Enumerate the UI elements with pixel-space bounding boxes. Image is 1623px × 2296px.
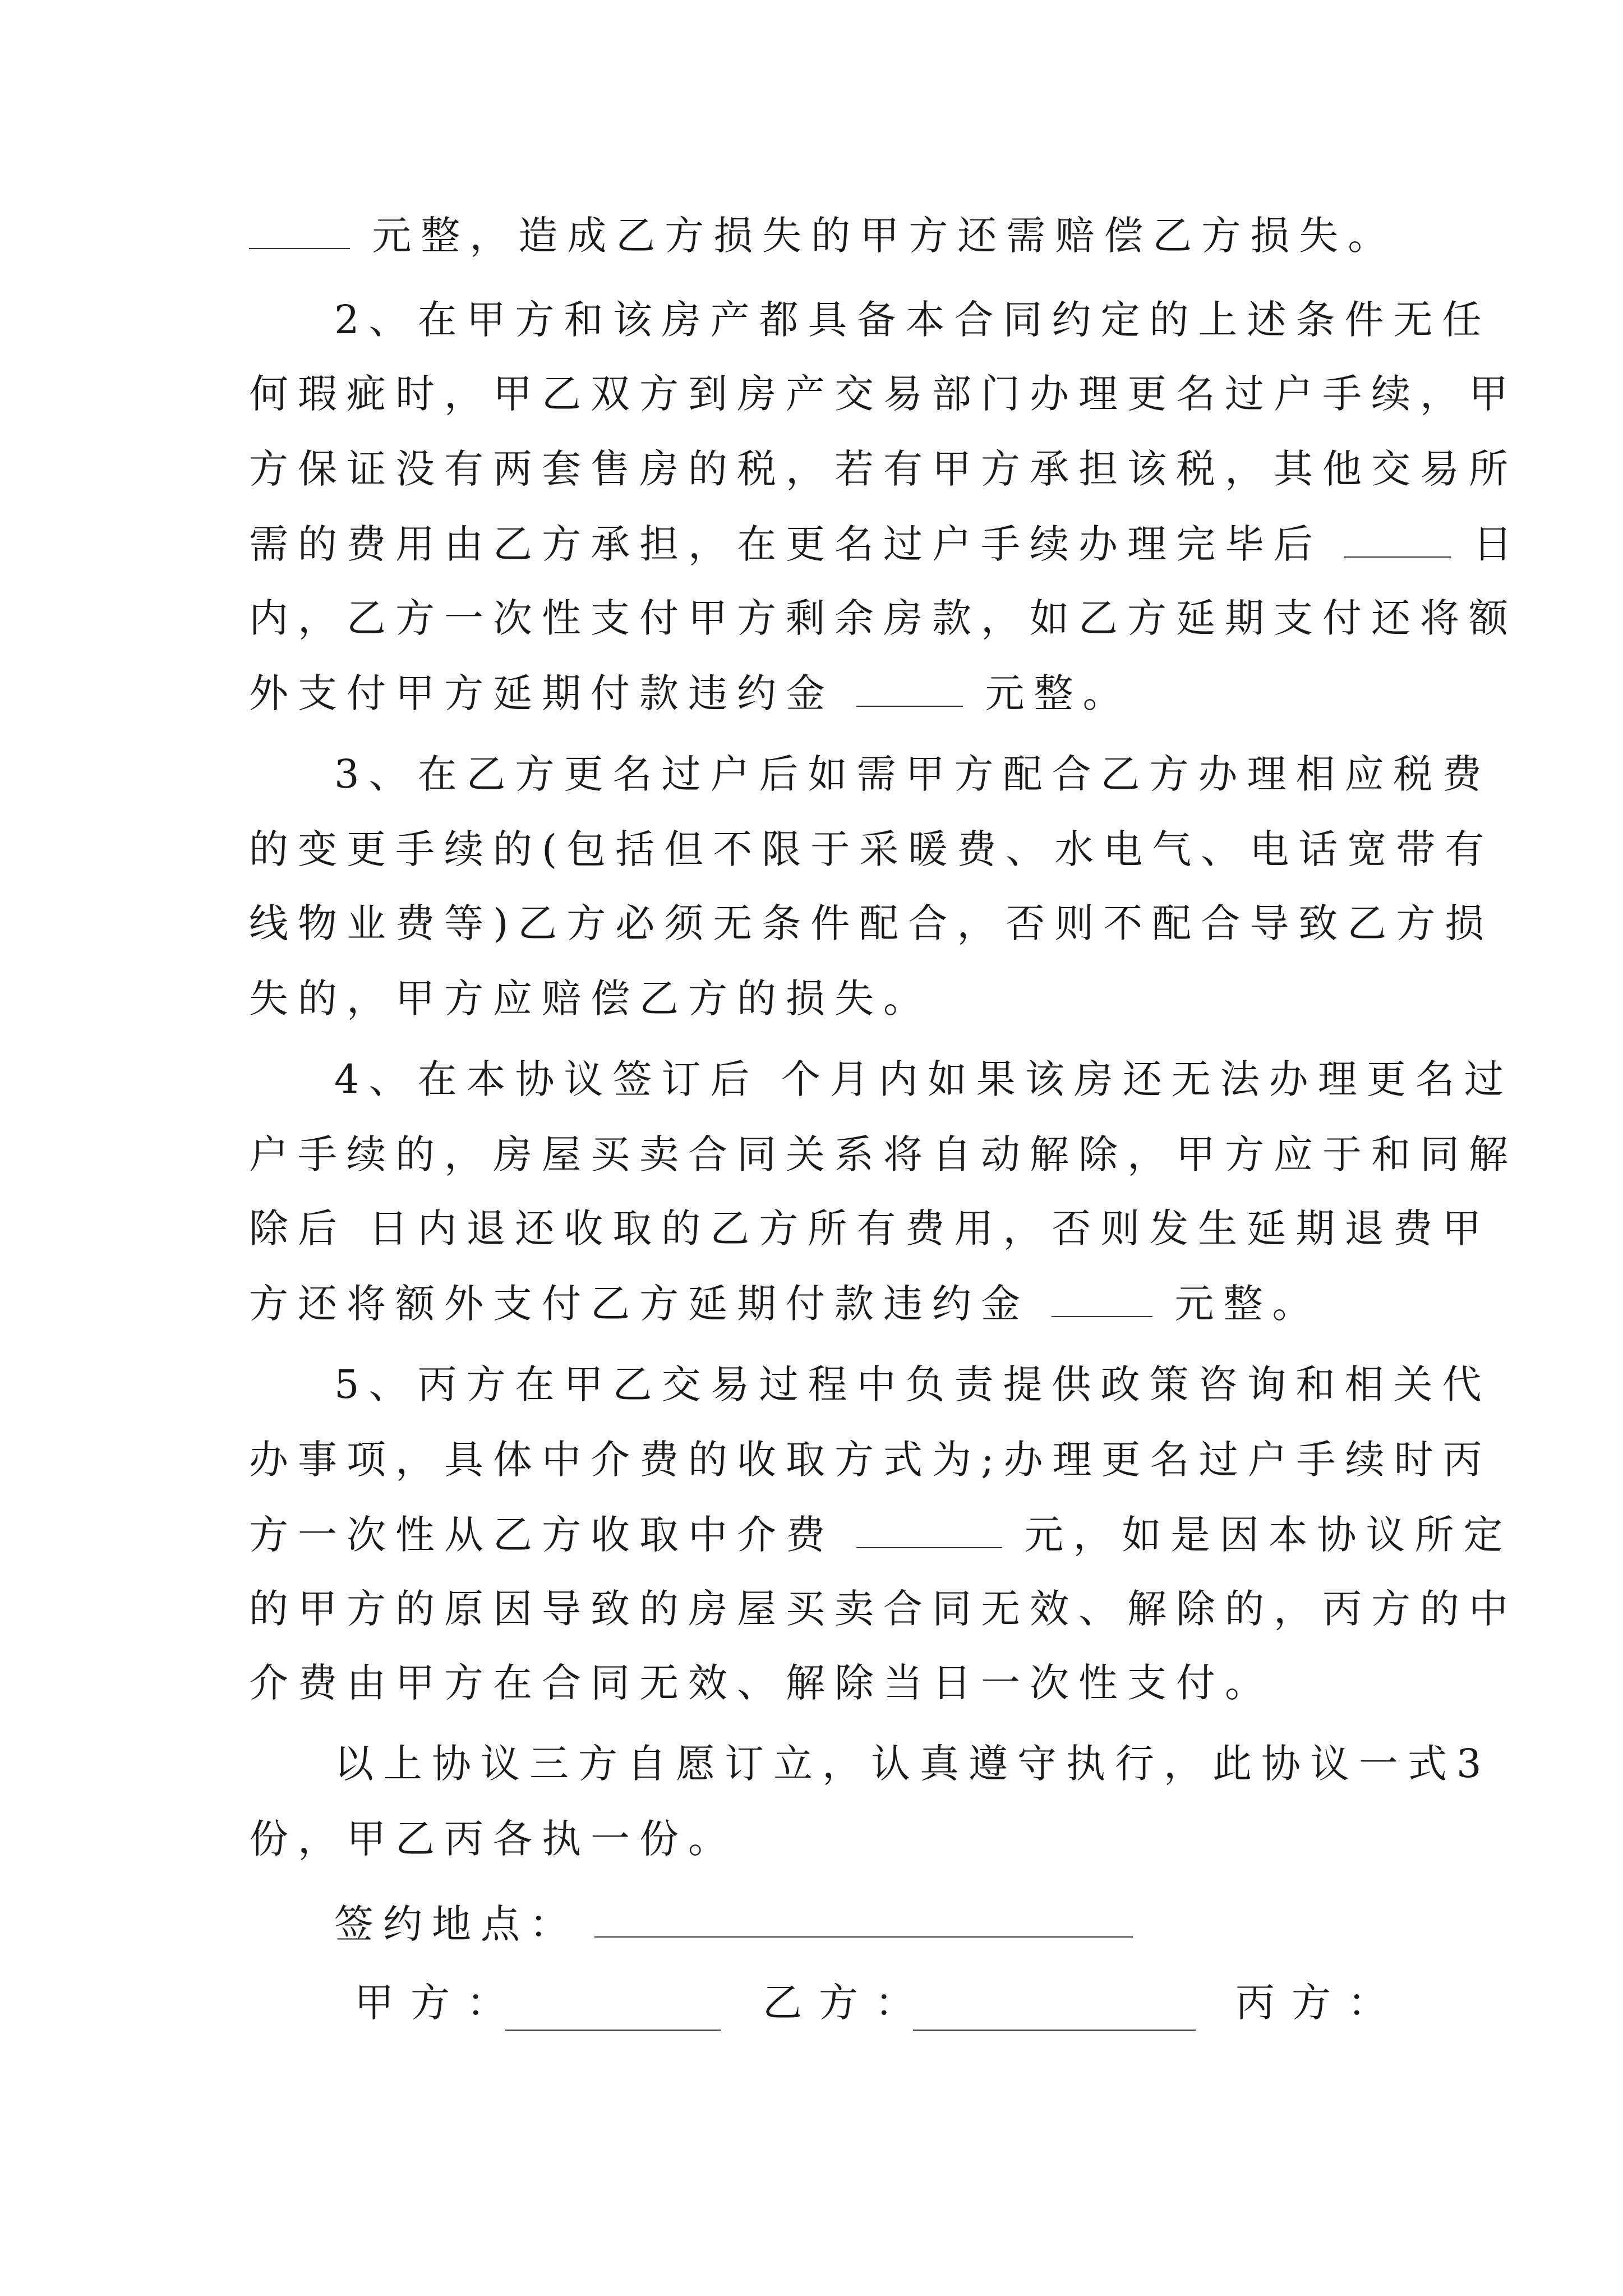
text-segment: 除后 日内退还收取的乙方所有费用，否则发生延期退费甲 <box>249 1205 1491 1251</box>
party-c-signature <box>1235 1975 1404 2031</box>
text-segment: 以上协议三方自愿订立，认真遵守执行，此协议一式3 <box>334 1741 1491 1787</box>
text-line <box>249 1276 1393 1332</box>
paragraph-4-start <box>334 1051 1513 1107</box>
party-a-label: 甲方： <box>354 1980 523 2026</box>
text-segment: 日 <box>1473 521 1522 567</box>
text-line <box>249 821 1494 877</box>
text-line <box>249 1581 1518 1637</box>
text-segment: 3、在乙方更名过户后如需甲方配合乙方办理相应税费 <box>334 751 1491 797</box>
text-segment: 份，甲乙丙各执一份。 <box>249 1816 737 1862</box>
signing-location-line <box>334 1896 1478 1952</box>
text-segment: 4、在本协议签订后 个月内如果该房还无法办理更名过 <box>334 1056 1513 1102</box>
text-segment: 方还将额外支付乙方延期付款违约金 <box>249 1281 1030 1327</box>
text-segment: 的甲方的原因导致的房屋买卖合同无效、解除的，丙方的中 <box>249 1586 1518 1632</box>
text-segment: 方保证没有两套售房的税，若有甲方承担该税，其他交易所 <box>249 446 1518 492</box>
text-line <box>249 970 1393 1027</box>
text-line <box>249 895 1494 951</box>
text-segment: 的变更手续的(包括但不限于采暖费、水电气、电话宽带有 <box>249 826 1494 872</box>
party-a-signature <box>354 1975 523 2031</box>
blank-field <box>1052 1279 1152 1317</box>
text-line <box>249 441 1518 497</box>
text-line <box>249 366 1518 422</box>
text-segment: 内，乙方一次性支付甲方剩余房款，如乙方延期支付还将额 <box>249 595 1518 641</box>
paragraph-3-start <box>334 746 1491 802</box>
text-segment: 2、在甲方和该房产都具备本合同约定的上述条件无任 <box>334 297 1491 343</box>
text-line <box>249 1655 1393 1711</box>
text-segment: 户手续的，房屋买卖合同关系将自动解除，甲方应于和同解 <box>249 1131 1518 1177</box>
text-segment: 元，如是因本协议所定 <box>1024 1512 1513 1558</box>
text-segment: 元整。 <box>985 670 1132 716</box>
text-segment: 方一次性从乙方收取中介费 <box>249 1512 834 1558</box>
text-segment: 元整。 <box>1174 1281 1321 1327</box>
text-segment: 失的，甲方应赔偿乙方的损失。 <box>249 976 932 1022</box>
blank-field <box>856 1510 1002 1548</box>
text-segment: 需的费用由乙方承担，在更名过户手续办理完毕后 <box>249 521 1322 567</box>
blank-field <box>856 669 963 707</box>
text-line <box>249 1432 1492 1488</box>
party-b-signature <box>763 1975 931 2031</box>
blank-field <box>249 211 350 249</box>
text-line <box>249 1507 1513 1563</box>
text-line <box>249 590 1518 646</box>
party-b-label: 乙方： <box>763 1980 931 2026</box>
text-segment: 何瑕疵时，甲乙双方到房产交易部门办理更名过户手续，甲 <box>249 371 1518 417</box>
text-segment: 外支付甲方延期付款违约金 <box>249 670 834 716</box>
signing-location-field[interactable] <box>594 1899 1133 1938</box>
closing-paragraph-start <box>334 1736 1491 1792</box>
text-line <box>249 208 1397 264</box>
blank-field <box>1344 519 1451 558</box>
text-segment: 线物业费等)乙方必须无条件配合，否则不配合导致乙方损 <box>249 900 1494 946</box>
text-line <box>249 665 1393 721</box>
party-c-label: 丙方： <box>1235 1980 1404 2026</box>
text-segment: 元整，造成乙方损失的甲方还需赔偿乙方损失。 <box>372 213 1397 259</box>
text-line <box>249 516 1522 572</box>
signing-location-label: 签约地点： <box>334 1901 578 1947</box>
party-a-signature-field[interactable] <box>505 1993 721 2031</box>
paragraph-2-start <box>334 292 1491 348</box>
text-segment: 介费由甲方在合同无效、解除当日一次性支付。 <box>249 1660 1274 1706</box>
text-line <box>249 1126 1518 1182</box>
paragraph-5-start <box>334 1356 1491 1412</box>
party-b-signature-field[interactable] <box>913 1993 1196 2031</box>
text-line <box>249 1200 1491 1257</box>
text-segment: 5、丙方在甲乙交易过程中负责提供政策咨询和相关代 <box>334 1361 1491 1407</box>
text-segment: 办事项，具体中介费的收取方式为;办理更名过户手续时丙 <box>249 1437 1492 1483</box>
text-line <box>249 1811 1393 1867</box>
